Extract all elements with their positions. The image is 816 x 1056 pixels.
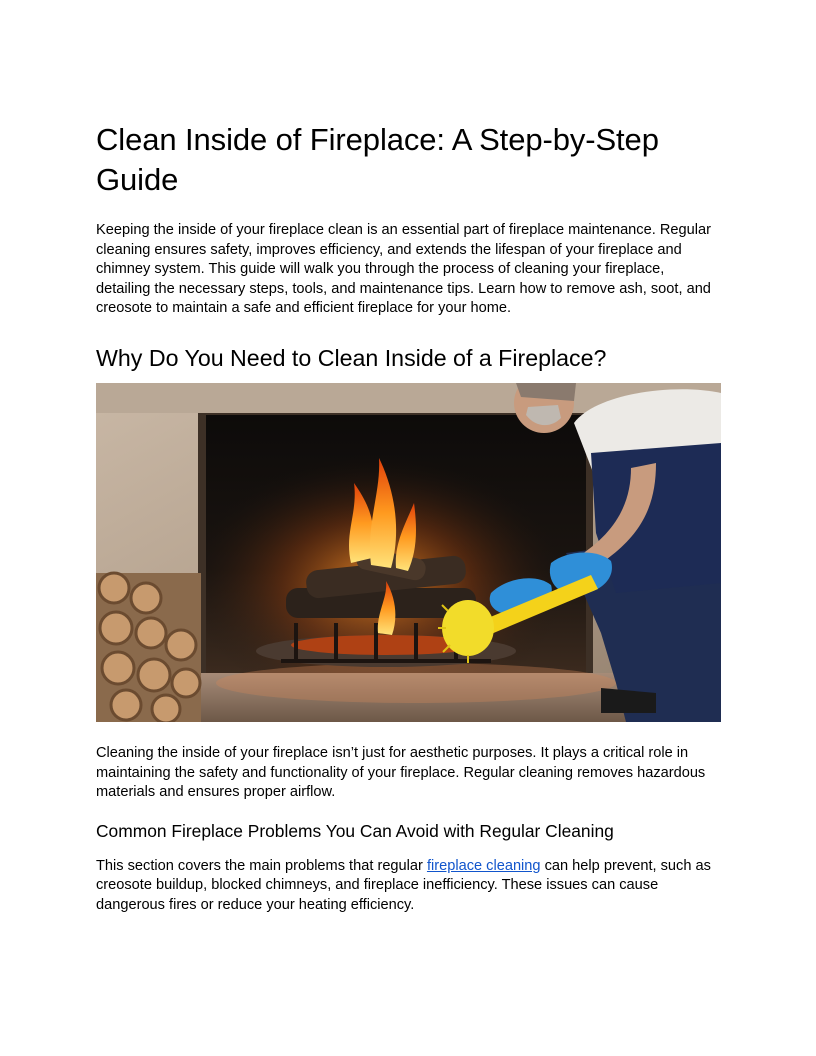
problems-text-end: can help prevent, such as creosote buildup, blocked chimneys, and fireplace inefficiency. These issues can cause dangerous fires or reduce your heating efficiency. (96, 857, 711, 913)
document-body (96, 120, 722, 916)
why-clean-paragraph: Cleaning the inside of your fireplace isn’t just for aesthetic purposes. It plays a critical role in maintaining the safety and functionality of your fireplace. Regular cleaning removes hazardous materials and ensures proper airflow. (96, 744, 706, 801)
section-heading-common-problems: Common Fireplace Problems You Can Avoid with Regular Cleaning (96, 820, 614, 841)
page-title: Clean Inside of Fireplace: A Step-by-Step Guide (96, 122, 659, 197)
fireplace-cleaning-link[interactable]: fireplace cleaning (426, 857, 541, 874)
fireplace-cleaning-photo (96, 383, 721, 722)
problems-text-start: This section covers the main problems that regular (96, 857, 427, 874)
section-heading-why-clean: Why Do You Need to Clean Inside of a Fireplace? (96, 344, 607, 371)
common-problems-paragraph (96, 857, 722, 916)
intro-paragraph: Keeping the inside of your fireplace clean is an essential part of fireplace maintenance. Regular cleaning ensures safety, improves efficiency, and extends the lifespan of your fireplace and chimney system. This guide will walk you through the process of cleaning your fireplace, detailing the necessary steps, tools, and maintenance tips. Learn how to remove ash, soot, and creosote to maintain a safe and efficient fireplace for your home. (96, 222, 711, 317)
